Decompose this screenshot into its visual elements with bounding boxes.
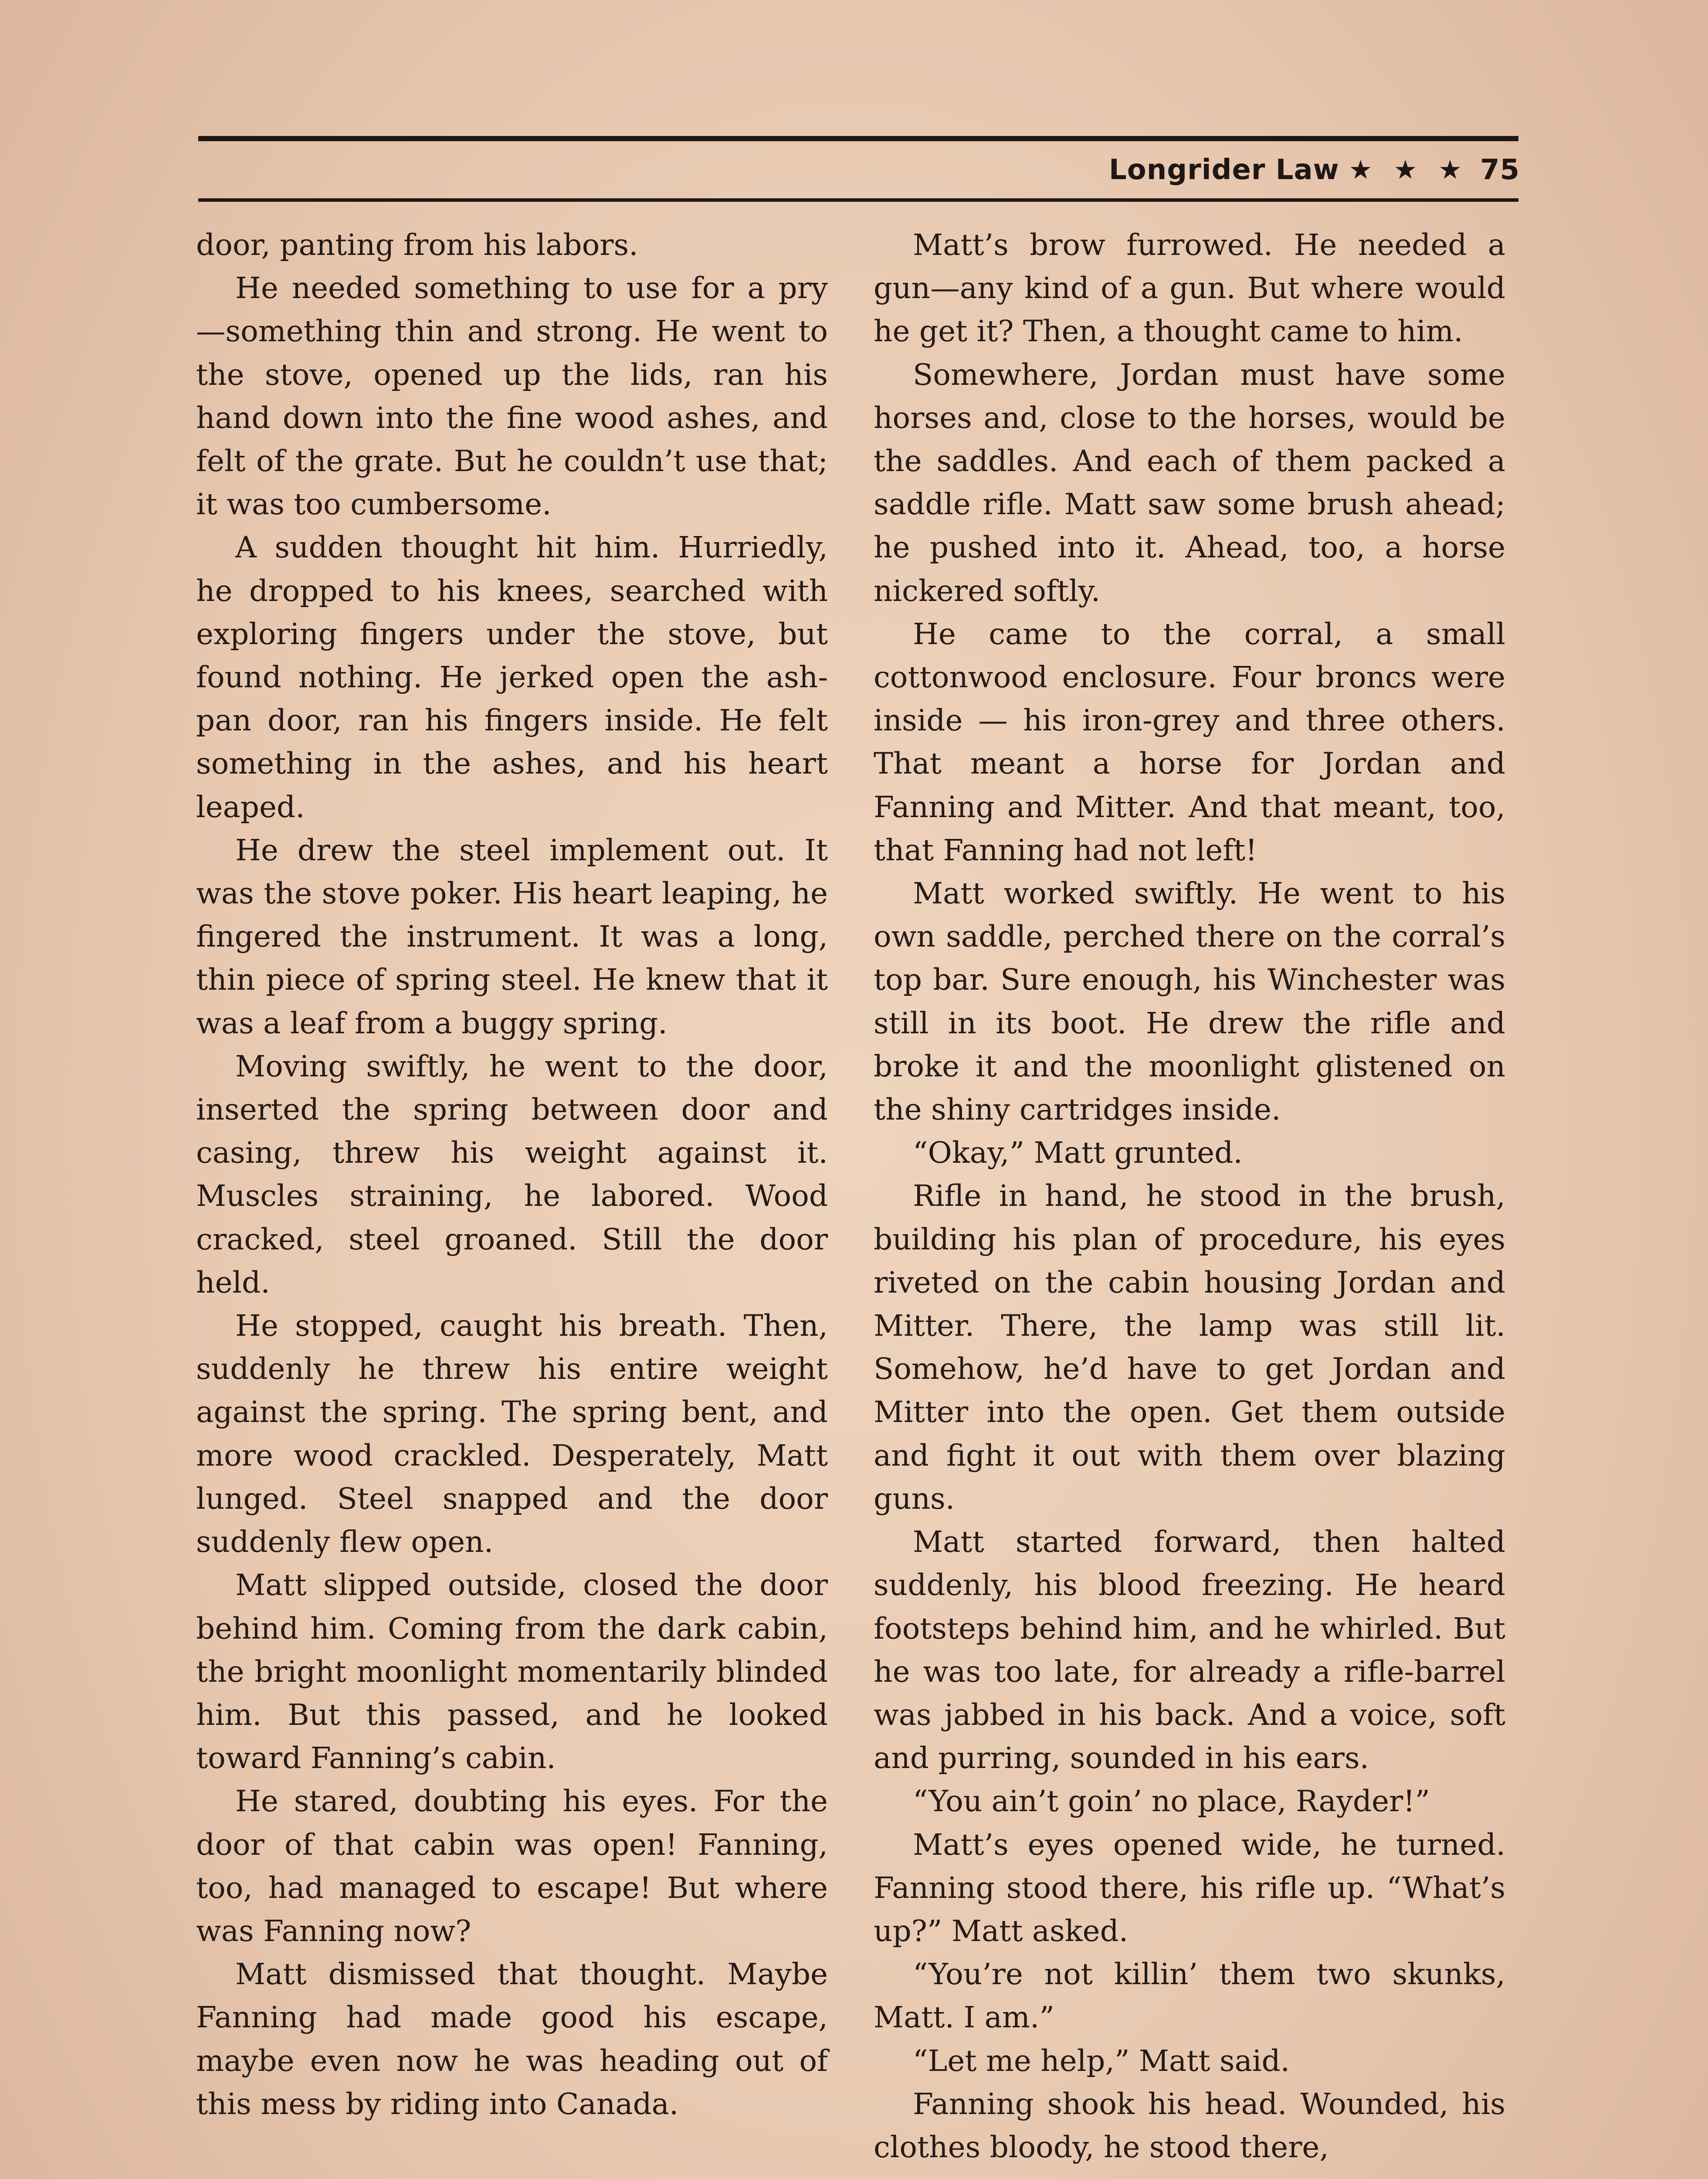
paragraph: He stopped, caught his breath. Then, suddenly he threw his entire weight against the spring. The spring bent, and more wood crackled. Desperately, Matt lunged. Steel snapped and the door suddenly flew open. bbox=[196, 1308, 828, 1559]
right-column bbox=[874, 223, 1505, 2169]
paragraph: Fanning shook his head. Wounded, his clothes bloody, he stood there, bbox=[874, 2086, 1505, 2164]
header-rule-bottom bbox=[198, 198, 1518, 202]
left-column bbox=[196, 223, 828, 2125]
paragraph: He came to the corral, a small cottonwood enclosure. Four broncs were inside — his iron-grey and three others. That meant a horse for Jordan and Fanning and Mitter. And that meant, too, that Fanning had not left! bbox=[874, 616, 1505, 867]
paragraph: “Okay,” Matt grunted. bbox=[913, 1135, 1243, 1170]
paragraph: door, panting from his labors. bbox=[196, 227, 638, 262]
paragraph: He drew the steel implement out. It was the stove poker. His heart leaping, he fingered the instrument. It was a long, thin piece of spring steel. He knew that it was a leaf from a buggy spring. bbox=[196, 832, 828, 1040]
paragraph: Matt started forward, then halted suddenly, his blood freezing. He heard footsteps behind him, and he whirled. But he was too late, for already a rifle-barrel was jabbed in his back. And a voice, soft and purring, sounded in his ears. bbox=[874, 1524, 1505, 1775]
paragraph: Rifle in hand, he stood in the brush, building his plan of procedure, his eyes riveted on the cabin housing Jordan and Mitter. There, the lamp was still lit. Somehow, he’d have to get Jordan and Mitter into the open. Get them outside and fight it out with them over blazing guns. bbox=[874, 1178, 1505, 1516]
paragraph: “You’re not killin’ them two skunks, Matt. I am.” bbox=[874, 1957, 1505, 2035]
paragraph: Moving swiftly, he went to the door, inserted the spring between door and casing, threw his weight against it. Muscles straining, he labored. Wood cracked, steel groaned. Still the door held. bbox=[196, 1049, 828, 1300]
paragraph: Matt worked swiftly. He went to his own saddle, perched there on the corral’s top bar. Sure enough, his Winchester was still in its boot. He drew the rifle and broke it and the moonlight glistened on the shiny cartridges inside. bbox=[874, 876, 1505, 1127]
star-icons: ★ ★ ★ bbox=[1349, 155, 1468, 185]
paragraph: He stared, doubting his eyes. For the door of that cabin was open! Fanning, too, had managed to escape! But where was Fanning now? bbox=[196, 1784, 828, 1948]
paragraph: Somewhere, Jordan must have some horses and, close to the horses, would be the saddles. And each of them packed a saddle rifle. Matt saw some brush ahead; he pushed into it. Ahead, too, a horse nickered softly. bbox=[874, 357, 1505, 608]
paragraph: “You ain’t goin’ no place, Rayder!” bbox=[913, 1784, 1430, 1819]
paragraph: Matt’s brow furrowed. He needed a gun—any kind of a gun. But where would he get it? Then, a thought came to him. bbox=[874, 227, 1505, 349]
running-header bbox=[1109, 148, 1520, 192]
header-title: Longrider Law bbox=[1109, 154, 1339, 186]
paragraph: “Let me help,” Matt said. bbox=[913, 2043, 1290, 2078]
paragraph: He needed something to use for a pry—something thin and strong. He went to the stove, opened up the lids, ran his hand down into the fine wood ashes, and felt of the grate. But he couldn’t use that; it was too cumbersome. bbox=[196, 271, 828, 522]
page-number: 75 bbox=[1480, 154, 1520, 186]
header-rule-top bbox=[198, 136, 1518, 141]
paragraph: Matt’s eyes opened wide, he turned. Fanning stood there, his rifle up. “What’s up?” Matt asked. bbox=[874, 1827, 1505, 1948]
paragraph: Matt slipped outside, closed the door behind him. Coming from the dark cabin, the bright moonlight momentarily blinded him. But this passed, and he looked toward Fanning’s cabin. bbox=[196, 1568, 828, 1775]
paragraph: A sudden thought hit him. Hurriedly, he dropped to his knees, searched with exploring fingers under the stove, but found nothing. He jerked open the ash-pan door, ran his fingers inside. He felt something in the ashes, and his heart leaped. bbox=[196, 530, 828, 824]
paragraph: Matt dismissed that thought. Maybe Fanning had made good his escape, maybe even now he was heading out of this mess by riding into Canada. bbox=[196, 1957, 828, 2121]
